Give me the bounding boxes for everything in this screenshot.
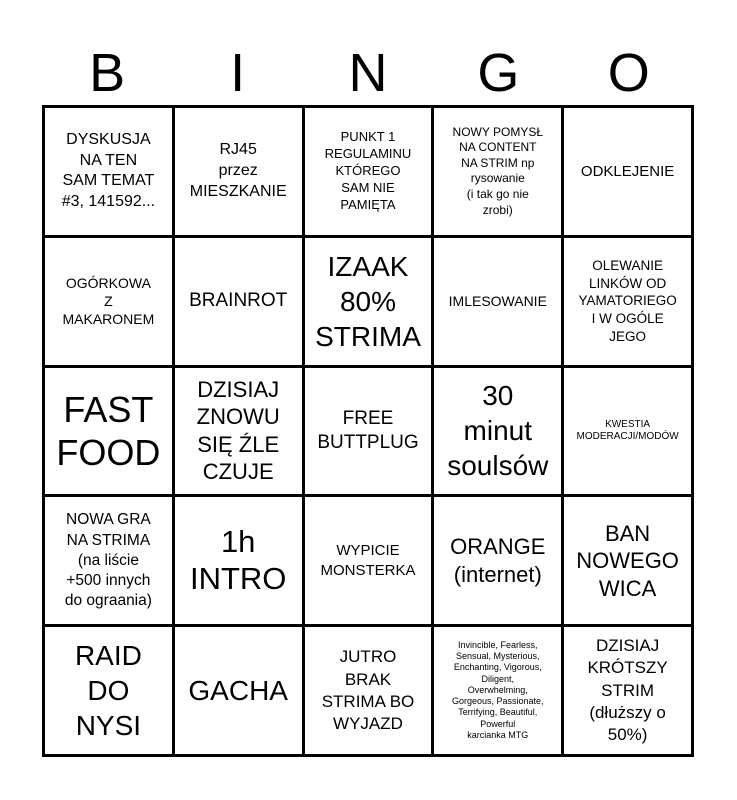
header-letter-b: B (89, 43, 126, 103)
bingo-cell-8[interactable] (305, 238, 432, 365)
bingo-cell-22[interactable] (175, 627, 302, 754)
bingo-cell-13[interactable] (305, 368, 432, 495)
cell-text: ODKLEJENIE (580, 162, 675, 180)
cell-text: ORANGE (internet) (450, 534, 546, 587)
cell-text: DZISIAJ ZNOWU SIĘ ŹLE CZUJE (196, 376, 280, 485)
header-letter-g: G (477, 43, 520, 103)
cell-text: KWESTIA MODERACJI/MODÓW (576, 418, 679, 442)
bingo-cell-5[interactable] (564, 108, 691, 235)
cell-text: JUTRO BRAK STRIMA BO WYJAZD (321, 647, 415, 733)
bingo-cell-11[interactable] (45, 368, 172, 495)
bingo-cell-16[interactable] (45, 497, 172, 624)
cell-text: NOWA GRA NA STRIMA (na liście +500 innych do ograania) (64, 511, 152, 609)
cell-text: PUNKT 1 REGULAMINU KTÓREGO SAM NIE PAMIĘTA (324, 129, 412, 212)
bingo-board (42, 105, 694, 757)
bingo-cell-7[interactable] (175, 238, 302, 365)
bingo-cell-25[interactable] (564, 627, 691, 754)
cell-text: FREE BUTTPLUG (317, 408, 419, 453)
cell-text: IMLESOWANIE (448, 293, 547, 310)
cell-text: OLEWANIE LINKÓW OD YAMATORIEGO I W OGÓLE JEGO (578, 258, 677, 344)
bingo-cell-3[interactable] (305, 108, 432, 235)
header-letter-n: N (348, 43, 388, 103)
cell-text: DYSKUSJA NA TEN SAM TEMAT #3, 141592... (61, 130, 156, 211)
cell-text: 30 minut soulsów (447, 380, 549, 482)
cell-text: DZISIAJ KRÓTSZY STRIM (dłuższy o 50%) (587, 636, 668, 744)
header-letter-i: I (230, 43, 246, 103)
bingo-cell-17[interactable] (175, 497, 302, 624)
bingo-cell-15[interactable] (564, 368, 691, 495)
bingo-cell-19[interactable] (434, 497, 561, 624)
cell-text: BAN NOWEGO WICA (576, 520, 679, 601)
bingo-cell-2[interactable] (175, 108, 302, 235)
cell-text: NOWY POMYSŁ NA CONTENT NA STRIM np rysowanie (i tak go nie zrobi) (452, 124, 544, 217)
cell-text: 1h INTRO (189, 524, 287, 596)
bingo-header (42, 42, 694, 104)
cell-text: GACHA (188, 675, 288, 707)
bingo-cell-21[interactable] (45, 627, 172, 754)
header-letter-o: O (607, 43, 650, 103)
cell-text: FAST FOOD (56, 388, 161, 473)
cell-text: IZAAK 80% STRIMA (315, 250, 421, 352)
cell-text: RAID DO NYSI (74, 640, 142, 742)
cell-text: OGÓRKOWA Z MAKARONEM (62, 274, 155, 328)
bingo-cell-10[interactable] (564, 238, 691, 365)
bingo-cell-4[interactable] (434, 108, 561, 235)
cell-text: BRAINROT (189, 290, 288, 312)
bingo-cell-1[interactable] (45, 108, 172, 235)
bingo-cell-12[interactable] (175, 368, 302, 495)
bingo-cell-24[interactable] (434, 627, 561, 754)
bingo-cell-6[interactable] (45, 238, 172, 365)
cell-text: Invincible, Fearless, Sensual, Mysterious, Enchanting, Vigorous, Diligent, Overwhelming, Gorgeous, Passionate, Terrifying, Beautiful, Powerful karcianka MTG (452, 639, 544, 740)
bingo-cell-14[interactable] (434, 368, 561, 495)
cell-text: RJ45 przez MIESZKANIE (189, 141, 287, 200)
bingo-cell-20[interactable] (564, 497, 691, 624)
bingo-cell-23[interactable] (305, 627, 432, 754)
cell-text: WYPICIE MONSTERKA (320, 542, 416, 579)
bingo-cell-9[interactable] (434, 238, 561, 365)
bingo-cell-18[interactable] (305, 497, 432, 624)
